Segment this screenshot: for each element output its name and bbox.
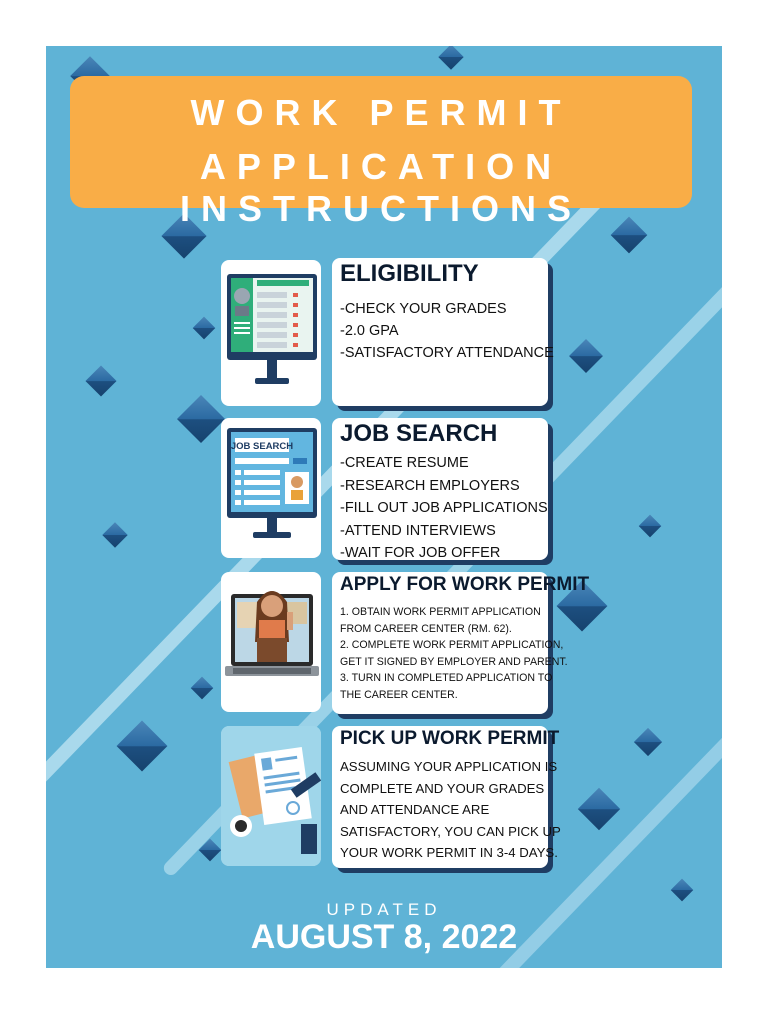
decor-diamond — [639, 515, 662, 538]
laptop-person-icon — [221, 572, 321, 712]
list-item: -CHECK YOUR GRADES — [340, 301, 507, 317]
resume-monitor-icon — [221, 260, 321, 406]
signed-document-icon — [221, 726, 321, 866]
list-item: AND ATTENDANCE ARE — [340, 802, 490, 817]
list-item: ASSUMING YOUR APPLICATION IS — [340, 759, 558, 774]
list-item: SATISFACTORY, YOU CAN PICK UP — [340, 823, 561, 839]
updated-date: AUGUST 8, 2022 — [250, 918, 518, 956]
list-item: -ATTEND INTERVIEWS — [340, 522, 496, 539]
poster-background — [46, 46, 722, 968]
apply-list — [340, 604, 568, 704]
eligibility-list — [340, 298, 554, 364]
list-item: GET IT SIGNED BY EMPLOYER AND PARENT. — [340, 655, 568, 668]
decor-diamond — [569, 339, 603, 373]
job-search-list — [340, 452, 548, 565]
eligibility-title: ELIGIBILITY — [340, 260, 479, 287]
decor-diamond — [177, 395, 225, 443]
list-item: -SATISFACTORY ATTENDANCE — [340, 345, 554, 361]
title-banner — [70, 76, 692, 229]
decor-diamond — [634, 728, 662, 756]
job-search-illustration — [221, 418, 321, 558]
decor-diamond — [102, 522, 127, 547]
decor-diamond — [578, 788, 620, 830]
list-item: -2.0 GPA — [340, 323, 399, 339]
list-item: 2. COMPLETE WORK PERMIT APPLICATION, — [340, 639, 564, 652]
page-title-line-1: WORK PERMIT — [190, 92, 572, 133]
page-title-line-2: APPLICATION INSTRUCTIONS — [180, 146, 582, 229]
decor-diamond — [85, 365, 116, 396]
pickup-list — [340, 756, 561, 864]
list-item: COMPLETE AND YOUR GRADES — [340, 780, 545, 796]
job-search-screen-label: JOB SEARCH — [230, 441, 294, 452]
pickup-card — [332, 726, 561, 868]
decor-diamond — [438, 46, 463, 70]
apply-illustration — [221, 572, 321, 712]
pickup-title: PICK UP WORK PERMIT — [340, 728, 560, 749]
list-item: -WAIT FOR JOB OFFER — [340, 545, 501, 561]
list-item: FROM CAREER CENTER (RM. 62). — [340, 622, 512, 635]
updated-label: UPDATED — [326, 900, 442, 919]
eligibility-illustration — [221, 260, 321, 406]
job-search-title: JOB SEARCH — [340, 420, 498, 447]
list-item: -RESEARCH EMPLOYERS — [340, 477, 520, 494]
list-item: YOUR WORK PERMIT IN 3-4 DAYS. — [340, 845, 558, 860]
list-item: THE CAREER CENTER. — [340, 688, 458, 701]
decor-diamond — [191, 677, 214, 700]
pickup-illustration — [221, 726, 321, 866]
decor-diamond — [117, 721, 168, 772]
eligibility-card — [332, 258, 554, 406]
decor-diamond — [193, 317, 216, 340]
job-search-card — [332, 418, 548, 560]
apply-card — [332, 572, 590, 714]
list-item: 3. TURN IN COMPLETED APPLICATION TO — [340, 672, 553, 685]
job-search-monitor-icon — [221, 418, 321, 558]
apply-title: APPLY FOR WORK PERMIT — [340, 574, 590, 595]
list-item: -FILL OUT JOB APPLICATIONS — [340, 500, 548, 516]
decor-diamond — [671, 879, 694, 902]
list-item: 1. OBTAIN WORK PERMIT APPLICATION — [340, 606, 541, 618]
list-item: -CREATE RESUME — [340, 455, 469, 471]
